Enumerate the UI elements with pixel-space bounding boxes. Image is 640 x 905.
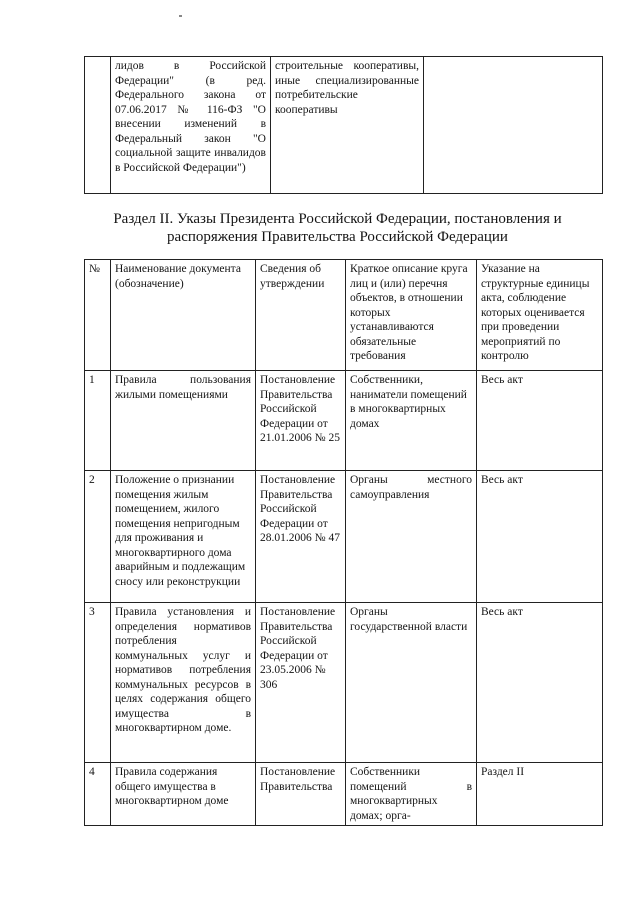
row-description: Органы местного самоуправления [346, 471, 477, 603]
row-scope: Весь акт [477, 471, 603, 603]
table-row [85, 603, 603, 763]
row-num: 4 [85, 763, 111, 826]
row-description: Собственники, наниматели помещений в многоквартирных домах [346, 371, 477, 471]
row-approval: Постановление Правительства Российской Федерации от 23.05.2006 № 306 [256, 603, 346, 763]
header-scope: Указание на структурные единицы акта, соблюдение которых оценивается при проведении мероприятий по контролю [477, 260, 603, 371]
row-approval: Постановление Правительства [256, 763, 346, 826]
row-approval: Постановление Правительства Российской Федерации от 21.01.2006 № 25 [256, 371, 346, 471]
cell-document-name: лидов в Российской Федерации" (в ред. Федерального закона от 07.06.2017 № 116-ФЗ "О внесении изменений в Федеральный закон "О социальной защите инвалидов в Российской Федерации") [111, 57, 271, 194]
row-name: Правила содержания общего имущества в многоквартирном доме [111, 763, 256, 826]
row-scope: Весь акт [477, 603, 603, 763]
row-scope: Раздел II [477, 763, 603, 826]
header-name: Наименование документа (обозначение) [111, 260, 256, 371]
continuation-table [84, 56, 603, 194]
row-name: Положение о признании помещения жилым помещением, жилого помещения непригодным для проживания и многоквартирного дома аварийным и подлежащим сносу или реконструкции [111, 471, 256, 603]
header-approval: Сведения об утверждении [256, 260, 346, 371]
row-description: Собственники помещений в многоквартирных домах; орга- [346, 763, 477, 826]
requirements-table [84, 259, 603, 826]
row-description: Органы государственной власти [346, 603, 477, 763]
cell-description: строительные кооперативы, иные специализированные потребительские кооперативы [271, 57, 424, 194]
scan-speck [179, 15, 182, 17]
cell-empty [85, 57, 111, 194]
row-name: Правила пользования жилыми помещениями [111, 371, 256, 471]
header-row [85, 260, 603, 371]
header-num: № [85, 260, 111, 371]
row-scope: Весь акт [477, 371, 603, 471]
table-row [85, 763, 603, 826]
row-num: 1 [85, 371, 111, 471]
row-name: Правила установления и определения нормативов потребления коммунальных услуг и нормативов потребления коммунальных ресурсов в целях содержания общего имущества в многоквартирном доме. [111, 603, 256, 763]
table-row [85, 371, 603, 471]
row-num: 3 [85, 603, 111, 763]
row-num: 2 [85, 471, 111, 603]
table-row [85, 57, 603, 194]
header-description: Краткое описание круга лиц и (или) перечня объектов, в отношении которых устанавливаются обязательные требования [346, 260, 477, 371]
cell-scope [424, 57, 603, 194]
row-approval: Постановление Правительства Российской Федерации от 28.01.2006 № 47 [256, 471, 346, 603]
section-title: Раздел II. Указы Президента Российской Федерации, постановления и распоряжения Правительства Российской Федерации [113, 211, 562, 245]
table-row [85, 471, 603, 603]
